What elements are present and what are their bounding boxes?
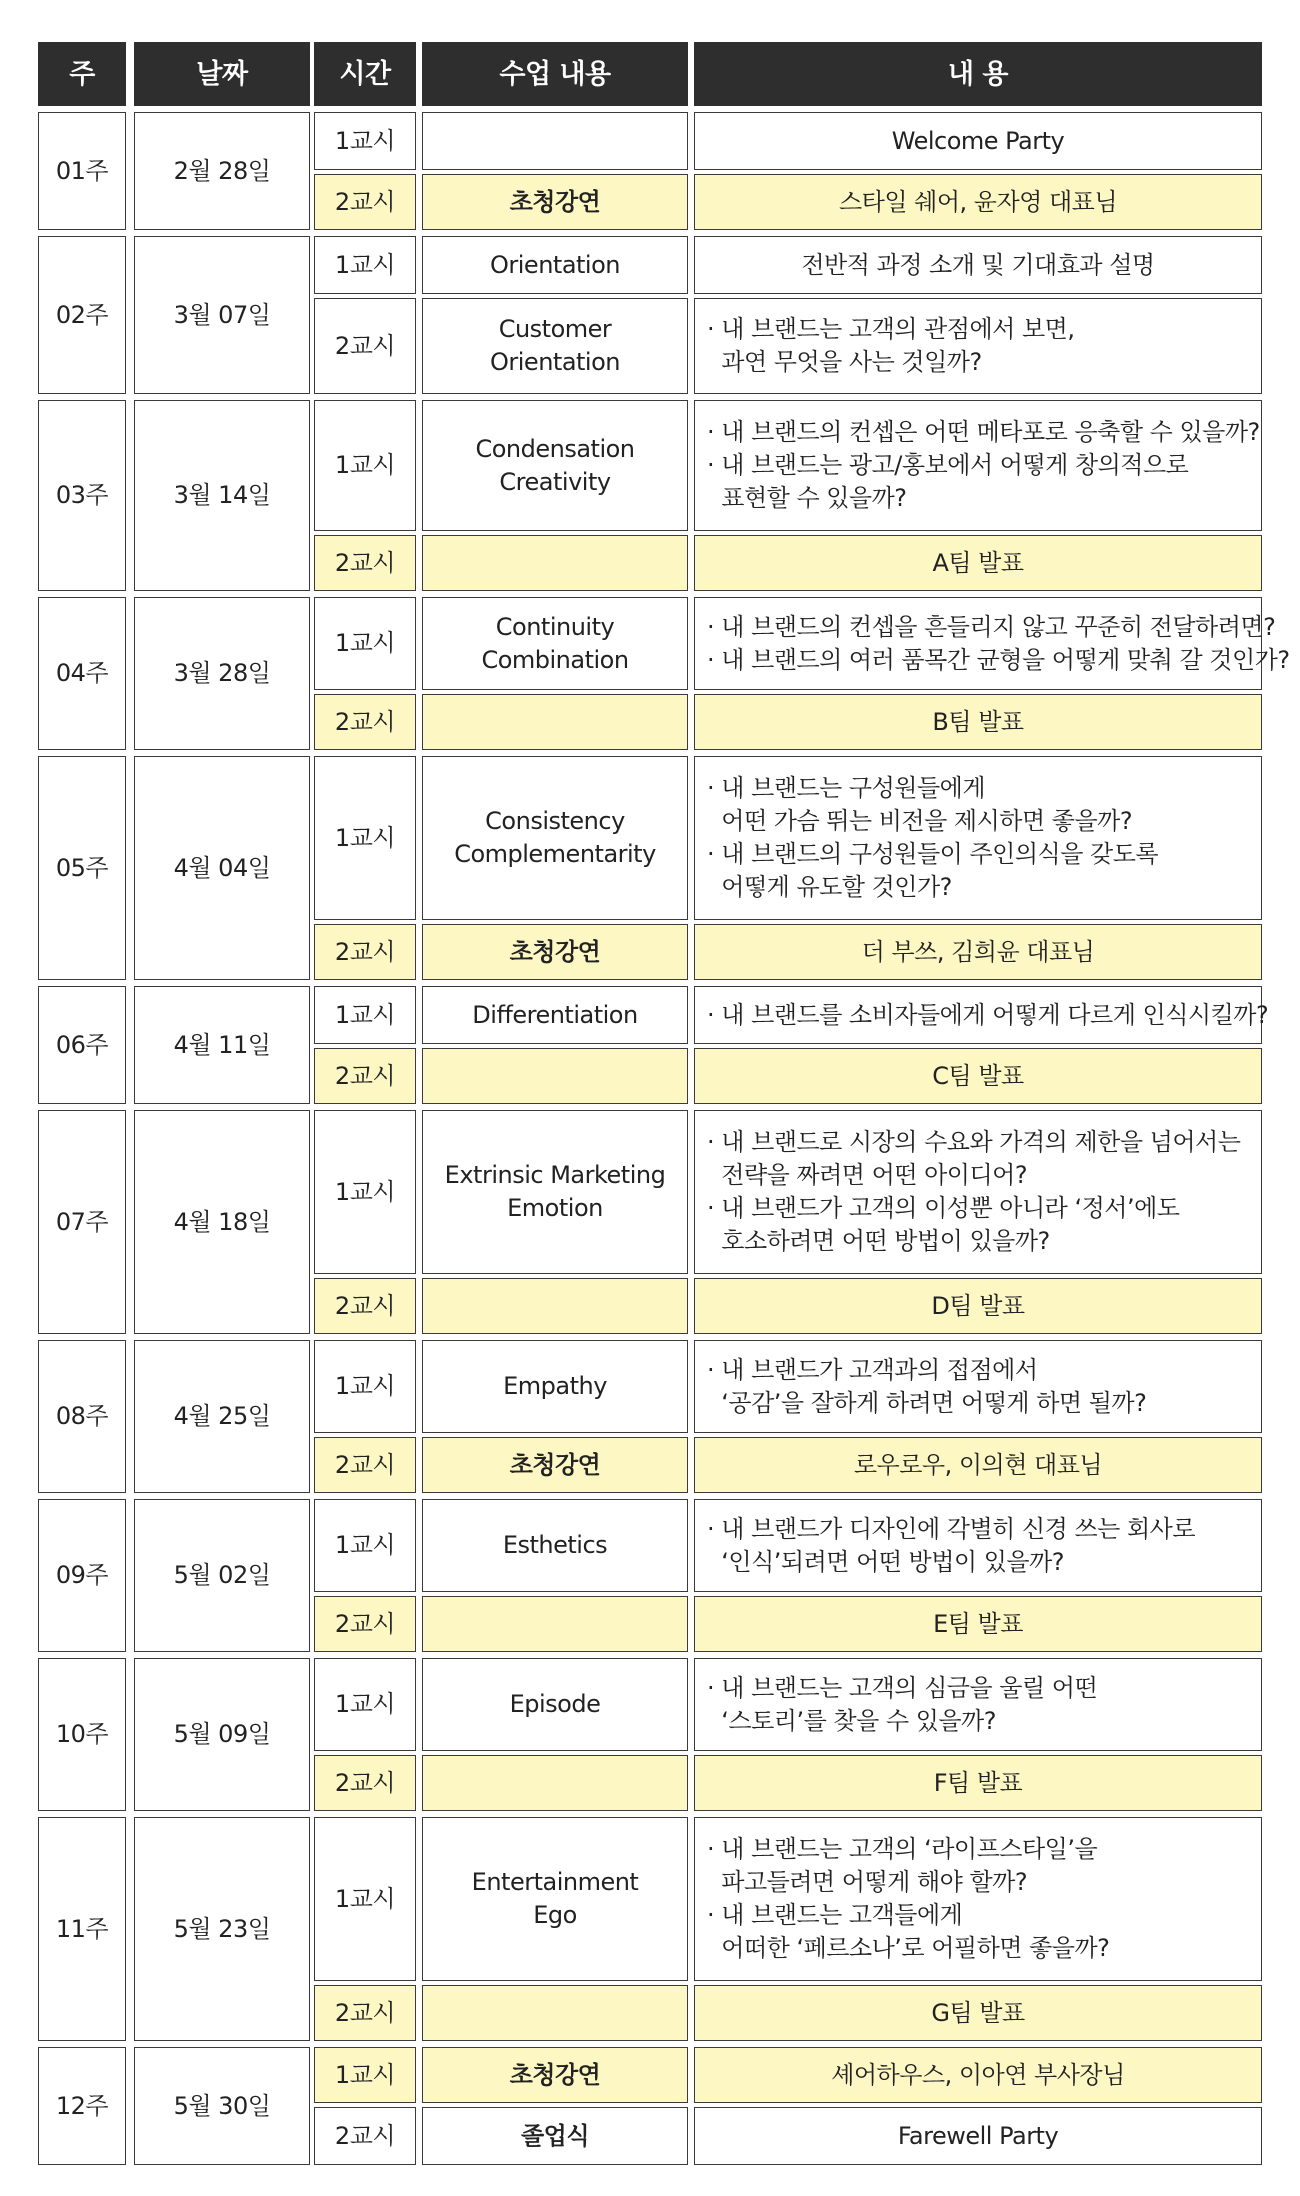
period-label: 1교시 <box>334 1531 396 1559</box>
topic-cell <box>422 1437 688 1493</box>
period-cell <box>314 924 416 980</box>
period-label: 2교시 <box>334 937 396 966</box>
text-line: F팀 발표 <box>933 1768 1023 1797</box>
text-line: · 내 브랜드가 고객의 이성뿐 아니라 ‘정서’에도 <box>707 1194 1180 1222</box>
date-label: 2월 28일 <box>173 156 271 185</box>
text-line: 어떤 가슴 뛰는 비전을 제시하면 좋을까? <box>707 807 1133 835</box>
topic-cell <box>422 694 688 750</box>
text-line: B팀 발표 <box>932 707 1024 736</box>
period-label: 1교시 <box>334 250 396 279</box>
week-label: 01주 <box>55 156 109 185</box>
date-label: 4월 18일 <box>173 1207 271 1236</box>
topic-label: Consistency Complementarity <box>454 807 656 868</box>
topic-label: 초청강연 <box>509 1450 601 1479</box>
period-cell <box>314 236 416 294</box>
text-line: 로우로우, 이의현 대표님 <box>853 1450 1103 1479</box>
topic-cell <box>422 1985 688 2041</box>
topic-label: 초청강연 <box>509 2060 601 2089</box>
period-cell <box>314 2047 416 2103</box>
content-cell <box>694 535 1262 591</box>
topic-cell <box>422 236 688 294</box>
topic-label: 초청강연 <box>509 187 601 216</box>
topic-label: Orientation <box>490 250 620 279</box>
topic-cell <box>422 400 688 531</box>
header-week-label: 주 <box>69 58 95 90</box>
topic-cell <box>422 112 688 170</box>
header-content-label: 내 용 <box>947 58 1009 90</box>
period-cell <box>314 1755 416 1811</box>
text-line: · 내 브랜드는 광고/홍보에서 어떻게 창의적으로 <box>707 451 1189 479</box>
content-cell <box>694 597 1290 690</box>
content-cell <box>694 1817 1262 1981</box>
period-label: 2교시 <box>334 1998 396 2027</box>
text-line: D팀 발표 <box>931 1291 1025 1320</box>
period-cell <box>314 694 416 750</box>
content-cell <box>694 694 1262 750</box>
date-label: 3월 28일 <box>173 659 271 687</box>
date-cell <box>134 1658 310 1811</box>
header-period-label: 시간 <box>339 58 391 90</box>
text-line: · 내 브랜드는 고객의 ‘라이프스타일’을 <box>707 1835 1098 1863</box>
topic-cell <box>422 597 688 690</box>
week-label: 07주 <box>55 1207 109 1236</box>
text-line: 표현할 수 있을까? <box>707 484 907 512</box>
header-topic <box>422 42 688 106</box>
text-line: 스타일 쉐어, 윤자영 대표님 <box>838 187 1118 216</box>
week-cell <box>38 2047 126 2165</box>
content-cell <box>694 1499 1262 1592</box>
text-line: · 내 브랜드의 컨셉은 어떤 메타포로 응축할 수 있을까? <box>707 418 1260 446</box>
date-label: 3월 14일 <box>173 481 271 509</box>
week-label: 08주 <box>55 1402 109 1430</box>
topic-cell <box>422 1110 688 1274</box>
header-date-label: 날짜 <box>196 58 248 90</box>
topic-label: 초청강연 <box>509 937 601 966</box>
period-cell <box>314 1048 416 1104</box>
week-cell <box>38 236 126 394</box>
content-cell <box>694 1437 1262 1493</box>
week-label: 11주 <box>55 1914 109 1943</box>
text-line: Welcome Party <box>891 126 1065 155</box>
date-cell <box>134 597 310 750</box>
period-label: 1교시 <box>334 1177 396 1206</box>
topic-cell <box>422 756 688 920</box>
header-content <box>694 42 1262 106</box>
topic-label: Entertainment Ego <box>471 1868 639 1929</box>
text-line: ‘공감’을 잘하게 하려면 어떻게 하면 될까? <box>707 1388 1147 1417</box>
content-cell <box>694 400 1262 531</box>
period-cell <box>314 1596 416 1652</box>
week-cell <box>38 1340 126 1493</box>
period-label: 1교시 <box>334 1690 396 1718</box>
week-cell <box>38 400 126 591</box>
content-cell <box>694 1755 1262 1811</box>
week-label: 05주 <box>55 853 109 882</box>
week-label: 02주 <box>55 300 109 329</box>
text-line: · 내 브랜드로 시장의 수요와 가격의 제한을 넘어서는 <box>707 1128 1241 1156</box>
period-cell <box>314 1437 416 1493</box>
week-label: 03주 <box>55 481 109 509</box>
text-line: 셰어하우스, 이아연 부사장님 <box>831 2060 1125 2089</box>
period-label: 2교시 <box>334 1061 396 1090</box>
content-cell <box>694 1340 1262 1433</box>
text-line: · 내 브랜드를 소비자들에게 어떻게 다르게 인식시킬까? <box>707 1000 1269 1029</box>
period-label: 2교시 <box>334 548 396 577</box>
period-cell <box>314 2107 416 2165</box>
text-line: · 내 브랜드는 구성원들에게 <box>707 774 986 802</box>
topic-label: Customer Orientation <box>490 315 620 376</box>
period-cell <box>314 1110 416 1274</box>
topic-cell <box>422 174 688 230</box>
text-line: 전반적 과정 소개 및 기대효과 설명 <box>801 250 1155 279</box>
date-label: 5월 02일 <box>173 1561 271 1589</box>
date-cell <box>134 1340 310 1493</box>
text-line: Farewell Party <box>897 2121 1059 2150</box>
topic-cell <box>422 1278 688 1334</box>
period-cell <box>314 1817 416 1981</box>
period-label: 2교시 <box>334 1450 396 1479</box>
topic-label: 졸업식 <box>520 2121 590 2150</box>
header-week <box>38 42 126 106</box>
topic-cell <box>422 1817 688 1981</box>
date-cell <box>134 986 310 1104</box>
topic-label: Extrinsic Marketing Emotion <box>444 1161 666 1222</box>
header-date <box>134 42 310 106</box>
topic-label: Esthetics <box>502 1531 608 1559</box>
week-cell <box>38 1817 126 2041</box>
text-line: 전략을 짜려면 어떤 아이디어? <box>707 1161 1028 1189</box>
text-line: · 내 브랜드의 구성원들이 주인의식을 갖도록 <box>707 840 1159 868</box>
content-cell <box>694 986 1269 1044</box>
period-label: 1교시 <box>334 1372 396 1400</box>
text-line: · 내 브랜드는 고객들에게 <box>707 1901 963 1929</box>
topic-label: Continuity Combination <box>481 612 629 674</box>
content-cell <box>694 1658 1262 1751</box>
topic-label: Episode <box>509 1690 601 1718</box>
period-label: 1교시 <box>334 629 396 657</box>
period-cell <box>314 1985 416 2041</box>
date-cell <box>134 112 310 230</box>
topic-cell <box>422 1596 688 1652</box>
header-period <box>314 42 416 106</box>
week-cell <box>38 1110 126 1334</box>
week-label: 06주 <box>55 1030 109 1059</box>
content-cell <box>694 1278 1262 1334</box>
period-cell <box>314 174 416 230</box>
week-label: 12주 <box>55 2091 109 2120</box>
content-cell <box>694 174 1262 230</box>
week-cell <box>38 1658 126 1811</box>
text-line: C팀 발표 <box>932 1061 1024 1090</box>
week-label: 09주 <box>55 1561 109 1589</box>
text-line: G팀 발표 <box>931 1998 1025 2027</box>
date-cell <box>134 400 310 591</box>
period-label: 1교시 <box>334 1000 396 1029</box>
text-line: 파고들려면 어떻게 해야 할까? <box>707 1868 1028 1896</box>
period-label: 1교시 <box>334 451 396 479</box>
topic-cell <box>422 1755 688 1811</box>
content-cell <box>694 1596 1262 1652</box>
period-cell <box>314 298 416 394</box>
topic-cell <box>422 986 688 1044</box>
period-cell <box>314 597 416 690</box>
period-label: 2교시 <box>334 331 396 360</box>
period-cell <box>314 1658 416 1751</box>
week-cell <box>38 1499 126 1652</box>
date-cell <box>134 1110 310 1334</box>
topic-cell <box>422 298 688 394</box>
topic-cell <box>422 2047 688 2103</box>
date-cell <box>134 236 310 394</box>
period-label: 2교시 <box>334 1609 396 1638</box>
date-label: 4월 11일 <box>173 1030 271 1059</box>
text-line: · 내 브랜드가 디자인에 각별히 신경 쓰는 회사로 <box>707 1514 1196 1543</box>
period-cell <box>314 1340 416 1433</box>
period-label: 1교시 <box>334 1884 396 1913</box>
text-line: A팀 발표 <box>932 548 1024 577</box>
period-label: 1교시 <box>334 126 396 155</box>
content-cell <box>694 756 1262 920</box>
content-cell <box>694 2047 1262 2103</box>
period-cell <box>314 1278 416 1334</box>
date-label: 4월 25일 <box>173 1402 271 1430</box>
topic-cell <box>422 1048 688 1104</box>
period-label: 1교시 <box>334 823 396 852</box>
text-line: · 내 브랜드의 컨셉을 흔들리지 않고 꾸준히 전달하려면? <box>707 612 1276 641</box>
topic-cell <box>422 535 688 591</box>
week-label: 04주 <box>55 659 109 687</box>
header-topic-label: 수업 내용 <box>499 58 611 90</box>
content-cell <box>694 1110 1262 1274</box>
period-cell <box>314 535 416 591</box>
date-label: 4월 04일 <box>173 853 271 882</box>
topic-label: Empathy <box>503 1372 607 1400</box>
week-label: 10주 <box>55 1720 109 1748</box>
text-line: · 내 브랜드는 고객의 심금을 울릴 어떤 <box>707 1673 1098 1702</box>
week-cell <box>38 986 126 1104</box>
text-line: 과연 무엇을 사는 것일까? <box>707 348 982 376</box>
period-cell <box>314 756 416 920</box>
period-label: 2교시 <box>334 187 396 216</box>
topic-cell <box>422 1499 688 1592</box>
date-cell <box>134 1499 310 1652</box>
content-cell <box>694 2107 1262 2165</box>
topic-cell <box>422 1658 688 1751</box>
content-cell <box>694 924 1262 980</box>
period-cell <box>314 1499 416 1592</box>
text-line: ‘인식’되려면 어떤 방법이 있을까? <box>707 1547 1065 1576</box>
topic-cell <box>422 1340 688 1433</box>
text-line: 더 부쓰, 김희윤 대표님 <box>861 937 1095 966</box>
period-label: 2교시 <box>334 707 396 736</box>
topic-cell <box>422 2107 688 2165</box>
text-line: E팀 발표 <box>933 1609 1023 1638</box>
topic-label: Differentiation <box>472 1000 638 1029</box>
content-cell <box>694 298 1262 394</box>
period-cell <box>314 986 416 1044</box>
text-line: ‘스토리’를 찾을 수 있을까? <box>707 1706 996 1735</box>
content-cell <box>694 1048 1262 1104</box>
date-label: 5월 09일 <box>173 1720 271 1748</box>
text-line: 호소하려면 어떤 방법이 있을까? <box>707 1227 1050 1255</box>
week-cell <box>38 756 126 980</box>
text-line: · 내 브랜드가 고객과의 접점에서 <box>707 1355 1038 1384</box>
date-label: 5월 23일 <box>173 1914 271 1943</box>
week-cell <box>38 597 126 750</box>
text-line: · 내 브랜드는 고객의 관점에서 보면, <box>707 315 1075 343</box>
content-cell <box>694 1985 1262 2041</box>
text-line: · 내 브랜드의 여러 품목간 균형을 어떻게 맞춰 갈 것인가? <box>707 645 1290 674</box>
text-line: 어떠한 ‘페르소나’로 어필하면 좋을까? <box>707 1934 1110 1962</box>
period-label: 2교시 <box>334 2121 396 2150</box>
date-label: 5월 30일 <box>173 2091 271 2120</box>
period-label: 2교시 <box>334 1291 396 1320</box>
date-label: 3월 07일 <box>173 300 271 329</box>
text-line: 어떻게 유도할 것인가? <box>707 873 952 901</box>
date-cell <box>134 756 310 980</box>
date-cell <box>134 2047 310 2165</box>
content-cell <box>694 112 1262 170</box>
period-cell <box>314 112 416 170</box>
topic-cell <box>422 924 688 980</box>
period-label: 2교시 <box>334 1768 396 1797</box>
date-cell <box>134 1817 310 2041</box>
period-label: 1교시 <box>334 2060 396 2089</box>
week-cell <box>38 112 126 230</box>
content-cell <box>694 236 1262 294</box>
period-cell <box>314 400 416 531</box>
topic-label: Condensation Creativity <box>475 434 635 496</box>
